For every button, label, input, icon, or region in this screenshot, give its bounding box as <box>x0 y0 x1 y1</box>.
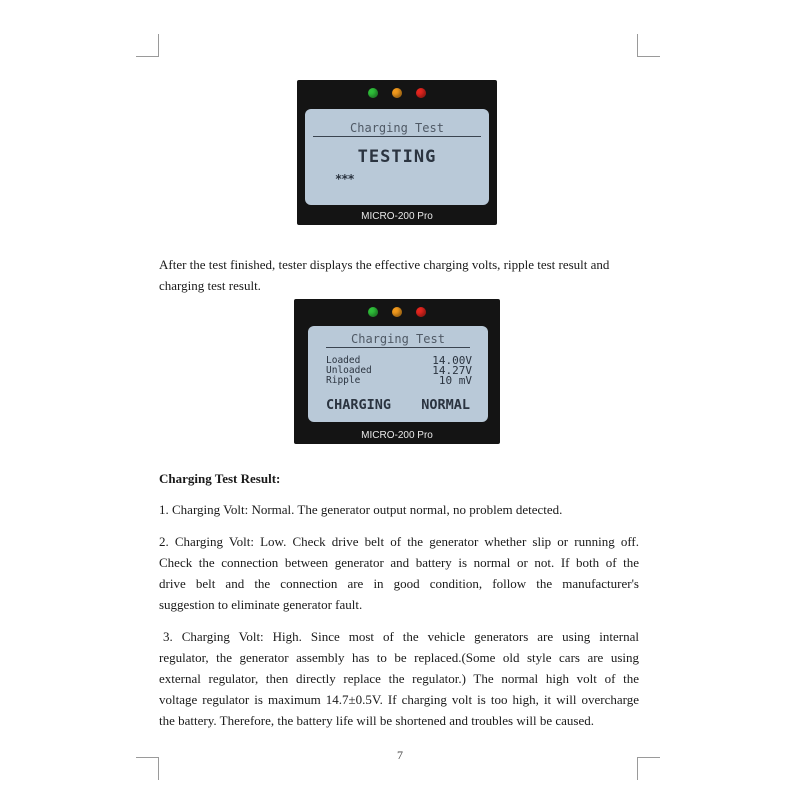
tester-photo-testing <box>297 80 497 225</box>
lcd-testing-text: TESTING <box>357 147 437 167</box>
lcd-screen <box>308 326 488 422</box>
result-item-3 <box>159 626 639 731</box>
green-led-icon <box>368 307 378 317</box>
reading-label: Loaded <box>326 355 361 366</box>
lcd-status-line <box>326 397 470 413</box>
orange-led-icon <box>392 88 402 98</box>
text-line: regulator, the generator assembly has to be replaced.(Some old style cars are using <box>159 650 639 665</box>
text-line: voltage regulator is maximum 14.7±0.5V. If charging volt is too high, it will overcharge <box>159 692 639 707</box>
text-line: charging test result. <box>159 278 261 293</box>
lcd-title: Charging Test <box>350 121 444 135</box>
green-led-icon <box>368 88 378 98</box>
reading-value: 10 mV <box>438 374 472 387</box>
text-line: 2. Charging Volt: Low. Check drive belt of the generator whether slip or running off. <box>159 534 639 549</box>
text-line: external regulator, then directly replace the regulator.) The normal high volt of the <box>159 671 639 686</box>
indicator-leds <box>297 88 497 98</box>
lcd-progress-indicator: *** <box>335 172 354 186</box>
indicator-leds <box>294 307 500 317</box>
tester-photo-result <box>294 299 500 444</box>
text-line: suggestion to eliminate generator fault. <box>159 597 363 612</box>
text-line: drive belt and the connection are in good condition, follow the manufacturer's <box>159 576 639 591</box>
model-label: MICRO-200 Pro <box>361 211 433 222</box>
model-label: MICRO-200 Pro <box>361 430 433 441</box>
result-item-2 <box>159 531 639 615</box>
reading-value: 14.27V <box>432 364 472 377</box>
text-line: the battery. Therefore, the battery life will be shortened and troubles will be caused. <box>159 713 594 728</box>
lcd-screen <box>305 109 489 205</box>
reading-label: Ripple <box>326 375 361 386</box>
lcd-divider <box>313 136 481 137</box>
lcd-divider <box>326 347 470 348</box>
red-led-icon <box>416 88 426 98</box>
text-line: Check the connection between generator and battery is normal or not. If both of the <box>159 555 639 570</box>
text-line: After the test finished, tester displays the effective charging volts, ripple test result and <box>159 257 610 272</box>
lcd-title: Charging Test <box>351 332 445 346</box>
result-heading: Charging Test Result: <box>159 471 281 486</box>
lcd-status-category: CHARGING <box>326 397 392 413</box>
lcd-readings <box>326 356 472 386</box>
red-led-icon <box>416 307 426 317</box>
crop-mark-top-right <box>637 34 660 57</box>
lcd-status-result: NORMAL <box>421 397 470 413</box>
intro-paragraph <box>159 254 639 296</box>
orange-led-icon <box>392 307 402 317</box>
reading-label: Unloaded <box>326 365 372 376</box>
crop-mark-top-left <box>136 34 159 57</box>
text-line: 3. Charging Volt: High. Since most of the vehicle generators are using internal <box>163 629 639 644</box>
lcd-reading-ripple <box>326 376 472 386</box>
text-line: 1. Charging Volt: Normal. The generator output normal, no problem detected. <box>159 502 563 517</box>
reading-value: 14.00V <box>432 354 472 367</box>
result-item-1 <box>159 499 639 520</box>
page-number: 7 <box>397 748 403 762</box>
